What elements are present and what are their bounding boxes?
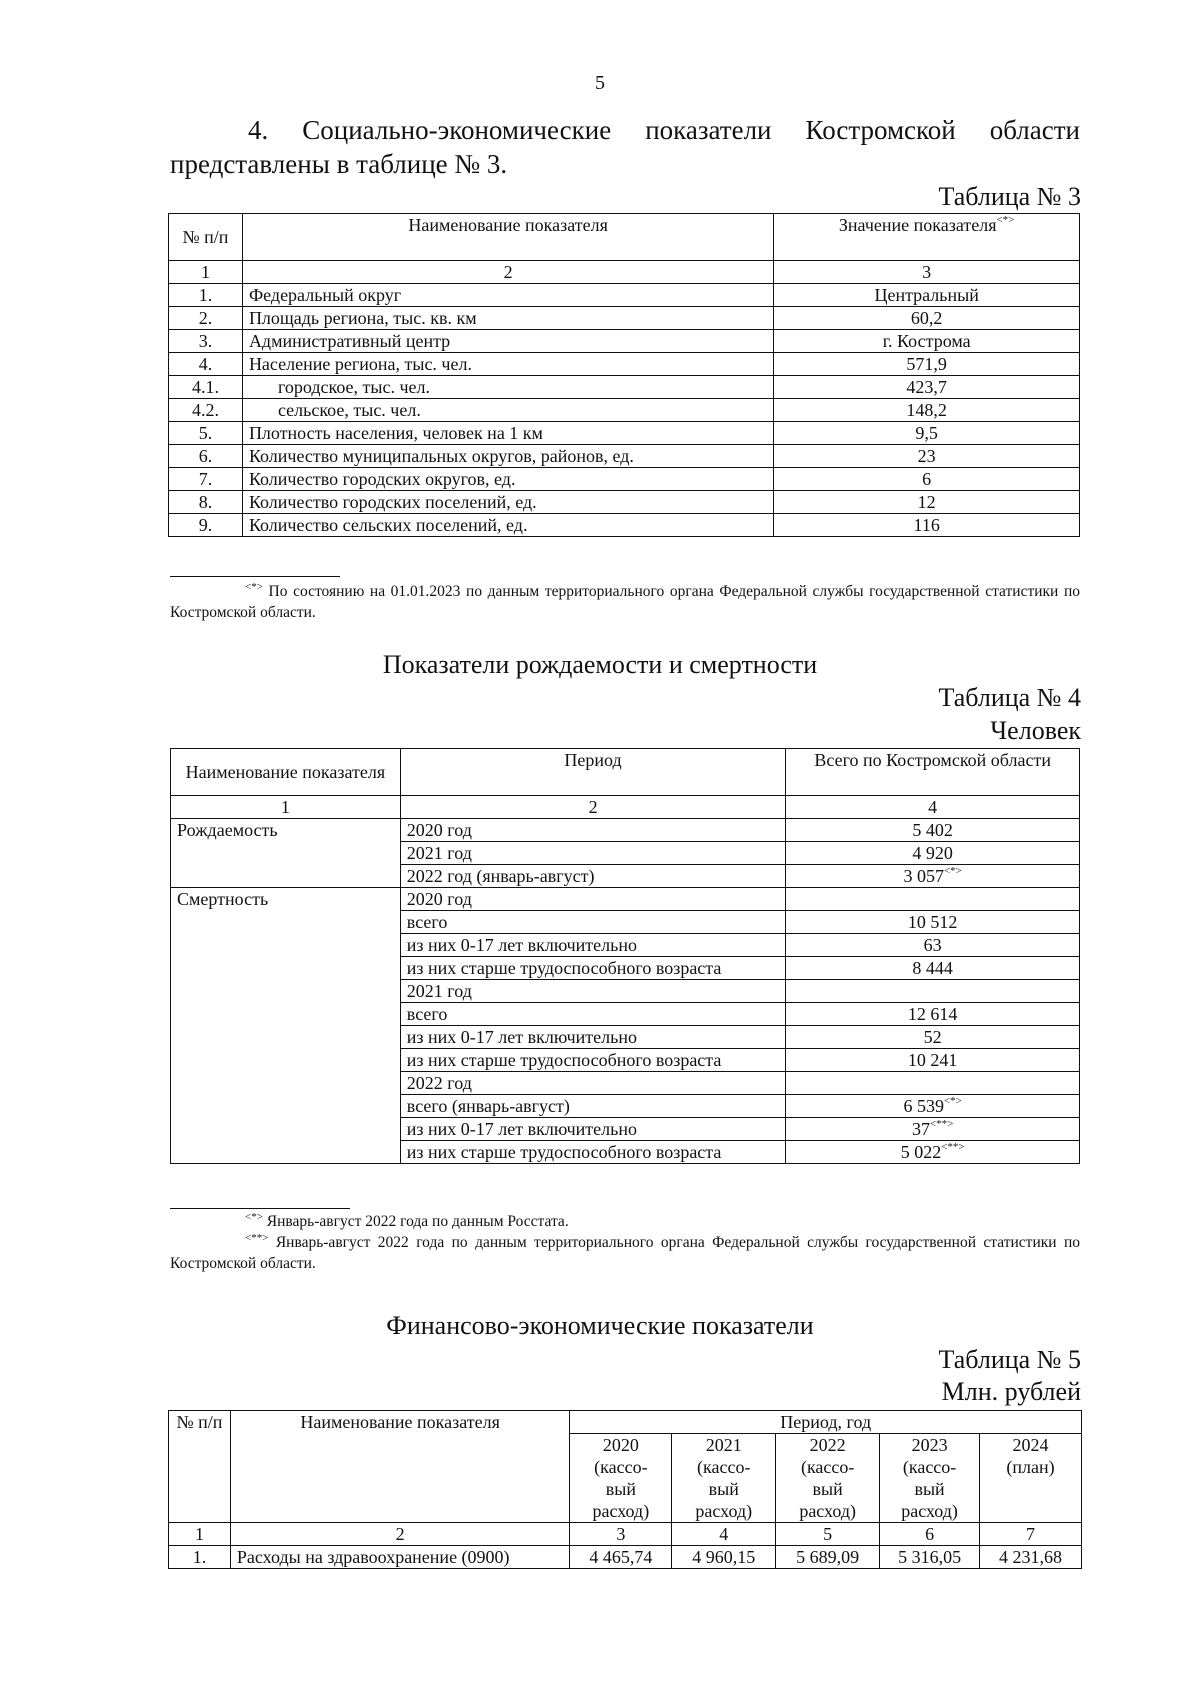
footnote-marker: <*> [943, 1095, 962, 1107]
year-header [570, 1434, 672, 1523]
table5-colnum: 7 [980, 1523, 1082, 1546]
row-value [786, 842, 1080, 865]
table-row [169, 307, 1080, 330]
death-label: Смертность [171, 888, 401, 1164]
row-period: всего [400, 911, 786, 934]
row-value-text: 8 444 [912, 958, 953, 978]
table5-colnum: 1 [169, 1523, 231, 1546]
row-value [786, 911, 1080, 934]
row-value [786, 1026, 1080, 1049]
table-row [169, 330, 1080, 353]
table5-colnum-row [169, 1523, 1082, 1546]
footnote-divider [170, 576, 340, 577]
row-value: 4 465,74 [570, 1546, 672, 1569]
footnote-marker: <**> [941, 1141, 965, 1153]
row-value [786, 1049, 1080, 1072]
year-value: 2021 [705, 1435, 742, 1455]
table5-caption: Финансово-экономические показатели [386, 1311, 814, 1340]
table5-colnum: 5 [776, 1523, 880, 1546]
row-name: сельское, тыс. чел. [242, 399, 773, 422]
table5-colnum: 4 [672, 1523, 776, 1546]
row-value: 60,2 [774, 307, 1080, 330]
year-note: расход) [695, 1501, 753, 1521]
year-note: (кассо- [594, 1457, 648, 1477]
table4-header-name: Наименование показателя [171, 749, 401, 796]
row-period: 2021 год [400, 842, 786, 865]
footnote-text: Январь-август 2022 года по данным Росстата. [266, 1213, 569, 1230]
table-row [169, 376, 1080, 399]
table4-header-period: Период [400, 749, 786, 796]
table4-colnum: 2 [400, 796, 786, 819]
footnote-marker: <*> [245, 1211, 263, 1223]
row-value: 4 231,68 [980, 1546, 1082, 1569]
table3-colnum: 1 [169, 261, 243, 284]
row-num: 7. [169, 468, 243, 491]
row-name: Административный центр [242, 330, 773, 353]
year-note: вый [708, 1479, 739, 1499]
table3-colnum-row [169, 261, 1080, 284]
year-header [980, 1434, 1082, 1523]
row-value: 9,5 [774, 422, 1080, 445]
footnote-marker: <*> [943, 865, 962, 877]
row-period: из них 0-17 лет включительно [400, 934, 786, 957]
footnote-divider [170, 1208, 350, 1209]
table3-header-value-text: Значение показателя [838, 215, 997, 235]
year-value: 2024 [1012, 1435, 1049, 1455]
table5-label: Таблица № 5 [938, 1345, 1081, 1374]
row-value: 12 [774, 491, 1080, 514]
row-num: 4. [169, 353, 243, 376]
row-num: 9. [169, 514, 243, 537]
year-note: расход) [799, 1501, 857, 1521]
row-value-text: 4 920 [912, 843, 953, 863]
table4-header-total: Всего по Костромской области [786, 749, 1080, 796]
table5-colnum: 3 [570, 1523, 672, 1546]
year-note: вый [812, 1479, 843, 1499]
row-value-text: 3 057 [903, 866, 944, 886]
table4-colnum-row [171, 796, 1080, 819]
row-value [786, 1141, 1080, 1164]
row-value [786, 1072, 1080, 1095]
table3-header-row [169, 214, 1080, 261]
year-note: (кассо- [902, 1457, 957, 1477]
row-value: 5 689,09 [776, 1546, 880, 1569]
table-row [171, 888, 1080, 911]
footnote-text: По состоянию на 01.01.2023 по данным территориального органа Федеральной службы государственной статистики по Костромской области. [170, 583, 1081, 621]
row-num: 4.1. [169, 376, 243, 399]
footnote-marker: <**> [245, 1232, 269, 1244]
row-value-text: 5 022 [900, 1142, 942, 1162]
page-number: 5 [595, 72, 605, 94]
row-value [786, 1003, 1080, 1026]
table5-colnum: 2 [230, 1523, 570, 1546]
row-value: 423,7 [774, 376, 1080, 399]
year-header [776, 1434, 880, 1523]
row-value-text: 10 241 [907, 1050, 958, 1070]
table5-header-period: Период, год [570, 1411, 1082, 1434]
table-row [169, 284, 1080, 307]
table3 [168, 213, 1080, 537]
row-name: городское, тыс. чел. [242, 376, 773, 399]
row-num: 1. [169, 1546, 231, 1569]
row-name: Количество муниципальных округов, районов, ед. [242, 445, 773, 468]
year-value: 2023 [911, 1435, 948, 1455]
row-value: г. Кострома [774, 330, 1080, 353]
table-row [169, 422, 1080, 445]
row-name: Количество городских округов, ед. [242, 468, 773, 491]
row-name: Количество сельских поселений, ед. [242, 514, 773, 537]
table-row [169, 445, 1080, 468]
table4-header-row [171, 749, 1080, 796]
row-value-text: 52 [923, 1027, 942, 1047]
year-note: расход) [901, 1501, 958, 1521]
row-value: 23 [774, 445, 1080, 468]
table3-label: Таблица № 3 [938, 182, 1081, 211]
year-note: расход) [592, 1501, 650, 1521]
table4-footnote-1 [170, 1211, 1080, 1232]
year-note: (план) [1006, 1457, 1055, 1477]
row-name: Федеральный округ [242, 284, 773, 307]
row-value [786, 865, 1080, 888]
row-period: всего (январь-август) [400, 1095, 786, 1118]
row-value-text: 63 [923, 935, 942, 955]
table-row [169, 1546, 1082, 1569]
row-value: 148,2 [774, 399, 1080, 422]
row-period: 2020 год [400, 888, 786, 911]
row-value [786, 1095, 1080, 1118]
row-value-text: 6 539 [903, 1096, 944, 1116]
year-note: (кассо- [800, 1457, 855, 1477]
row-num: 1. [169, 284, 243, 307]
table-row [169, 468, 1080, 491]
row-value: 571,9 [774, 353, 1080, 376]
table3-header-num: № п/п [169, 214, 243, 261]
birth-label: Рождаемость [171, 819, 401, 888]
row-value: 116 [774, 514, 1080, 537]
table-row [169, 514, 1080, 537]
table4-colnum: 4 [786, 796, 1080, 819]
row-period: из них старше трудоспособного возраста [400, 957, 786, 980]
footnote-marker: <*> [996, 214, 1015, 226]
row-period: 2020 год [400, 819, 786, 842]
row-num: 2. [169, 307, 243, 330]
table3-colnum: 2 [242, 261, 773, 284]
row-value-text: 10 512 [907, 912, 958, 932]
table-row [169, 491, 1080, 514]
footnote-text: Январь-август 2022 года по данным территориального органа Федеральной службы государственной статистики по Костромской области. [170, 1234, 1081, 1272]
row-num: 8. [169, 491, 243, 514]
row-name: Площадь региона, тыс. кв. км [242, 307, 773, 330]
row-name: Количество городских поселений, ед. [242, 491, 773, 514]
row-value [786, 980, 1080, 1003]
row-period: 2022 год (январь-август) [400, 865, 786, 888]
table3-header-name: Наименование показателя [242, 214, 773, 261]
year-value: 2022 [809, 1435, 846, 1455]
row-value: Центральный [774, 284, 1080, 307]
table5-header-row [169, 1411, 1082, 1434]
table4-footnote-2 [170, 1232, 1080, 1274]
row-period: всего [400, 1003, 786, 1026]
row-period: 2021 год [400, 980, 786, 1003]
year-note: (кассо- [697, 1457, 751, 1477]
row-value [786, 1118, 1080, 1141]
row-num: 3. [169, 330, 243, 353]
table5-header-name: Наименование показателя [230, 1411, 570, 1523]
year-header [880, 1434, 980, 1523]
row-value-text: 37 [911, 1119, 930, 1139]
footnote-marker: <*> [245, 581, 263, 593]
row-value [786, 888, 1080, 911]
intro-paragraph [170, 113, 1080, 181]
year-note: вый [914, 1479, 945, 1499]
table4 [170, 748, 1080, 1164]
intro-line-1: 4. Социально-экономические показатели Костромской области [248, 115, 1080, 145]
row-period: из них 0-17 лет включительно [400, 1026, 786, 1049]
table4-caption: Показатели рождаемости и смертности [382, 650, 818, 679]
table-row [169, 399, 1080, 422]
row-name: Плотность населения, человек на 1 км [242, 422, 773, 445]
row-name: Население региона, тыс. чел. [242, 353, 773, 376]
table5-unit: Млн. рублей [941, 1377, 1081, 1406]
table5-colnum: 6 [880, 1523, 980, 1546]
table4-unit: Человек [990, 716, 1081, 745]
table4-colnum: 1 [171, 796, 401, 819]
year-note: вый [605, 1479, 636, 1499]
footnote-marker: <**> [929, 1118, 954, 1130]
table4-label: Таблица № 4 [938, 683, 1081, 712]
table5-header-num: № п/п [169, 1411, 231, 1523]
row-period: 2022 год [400, 1072, 786, 1095]
row-value: 6 [774, 468, 1080, 491]
row-period: из них старше трудоспособного возраста [400, 1141, 786, 1164]
row-value: 5 316,05 [880, 1546, 980, 1569]
row-num: 5. [169, 422, 243, 445]
row-num: 6. [169, 445, 243, 468]
table3-colnum: 3 [774, 261, 1080, 284]
row-value: 4 960,15 [672, 1546, 776, 1569]
row-num: 4.2. [169, 399, 243, 422]
intro-line-2: представлены в таблице № 3. [170, 149, 508, 179]
table3-header-value [774, 214, 1080, 261]
row-value [786, 957, 1080, 980]
year-value: 2020 [602, 1435, 639, 1455]
year-header [672, 1434, 776, 1523]
row-value-text: 5 402 [912, 820, 953, 840]
table-row [171, 819, 1080, 842]
table-row [169, 353, 1080, 376]
table5 [168, 1410, 1082, 1569]
table3-footnote [170, 581, 1080, 623]
row-period: из них 0-17 лет включительно [400, 1118, 786, 1141]
row-value-text: 12 614 [907, 1004, 958, 1024]
row-value [786, 934, 1080, 957]
row-period: из них старше трудоспособного возраста [400, 1049, 786, 1072]
row-name: Расходы на здравоохранение (0900) [230, 1546, 570, 1569]
row-value [786, 819, 1080, 842]
